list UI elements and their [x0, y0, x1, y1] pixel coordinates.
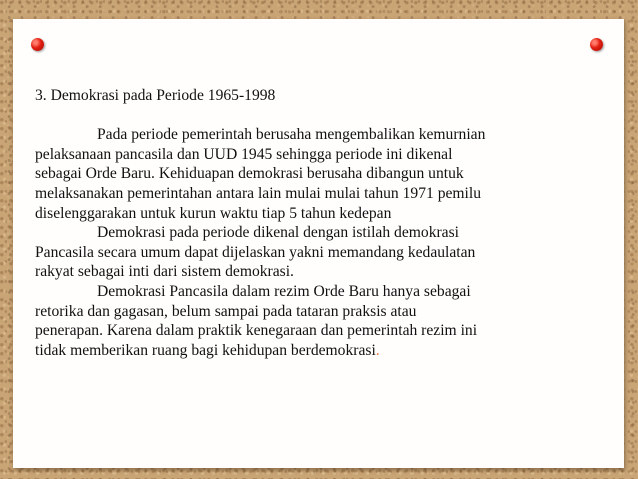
paragraph-1 — [35, 125, 605, 223]
section-heading: 3. Demokrasi pada Periode 1965-1998 — [35, 87, 276, 104]
text-line: rakyat sebagai inti dari sistem demokrasi. — [35, 263, 294, 281]
text-line-content: tidak memberikan ruang bagi kehidupan berdemokrasi — [35, 341, 376, 359]
text-line: Pancasila secara umum dapat dijelaskan yakni memandang kedaulatan — [35, 243, 476, 261]
text-line: melaksanakan pemerintahan antara lain mulai mulai tahun 1971 pemilu — [35, 184, 482, 202]
paragraph-3 — [35, 282, 605, 360]
paragraph-2 — [35, 223, 605, 282]
pushpin-right-icon — [590, 38, 603, 51]
pushpin-left-icon — [31, 38, 44, 51]
spacer — [35, 106, 605, 126]
text-line: Demokrasi Pancasila dalam rezim Orde Baru hanya sebagai — [97, 282, 471, 300]
slide-content — [35, 86, 605, 360]
text-line: Pada periode pemerintah berusaha mengembalikan kemurnian — [97, 126, 486, 144]
text-line: sebagai Orde Baru. Kehiduapan demokrasi berusaha dibangun untuk — [35, 165, 464, 183]
text-line: pelaksanaan pancasila dan UUD 1945 sehingga periode ini dikenal — [35, 145, 453, 163]
text-line: penerapan. Karena dalam praktik kenegaraan dan pemerintah rezim ini — [35, 322, 478, 340]
trailing-period: . — [375, 341, 380, 359]
text-line: diselenggarakan untuk kurun waktu tiap 5 tahun kedepan — [35, 204, 392, 222]
text-line: retorika dan gagasan, belum sampai pada tataran praksis atau — [35, 302, 417, 320]
text-line: Demokrasi pada periode dikenal dengan istilah demokrasi — [97, 224, 460, 242]
text-line-last — [35, 341, 605, 361]
